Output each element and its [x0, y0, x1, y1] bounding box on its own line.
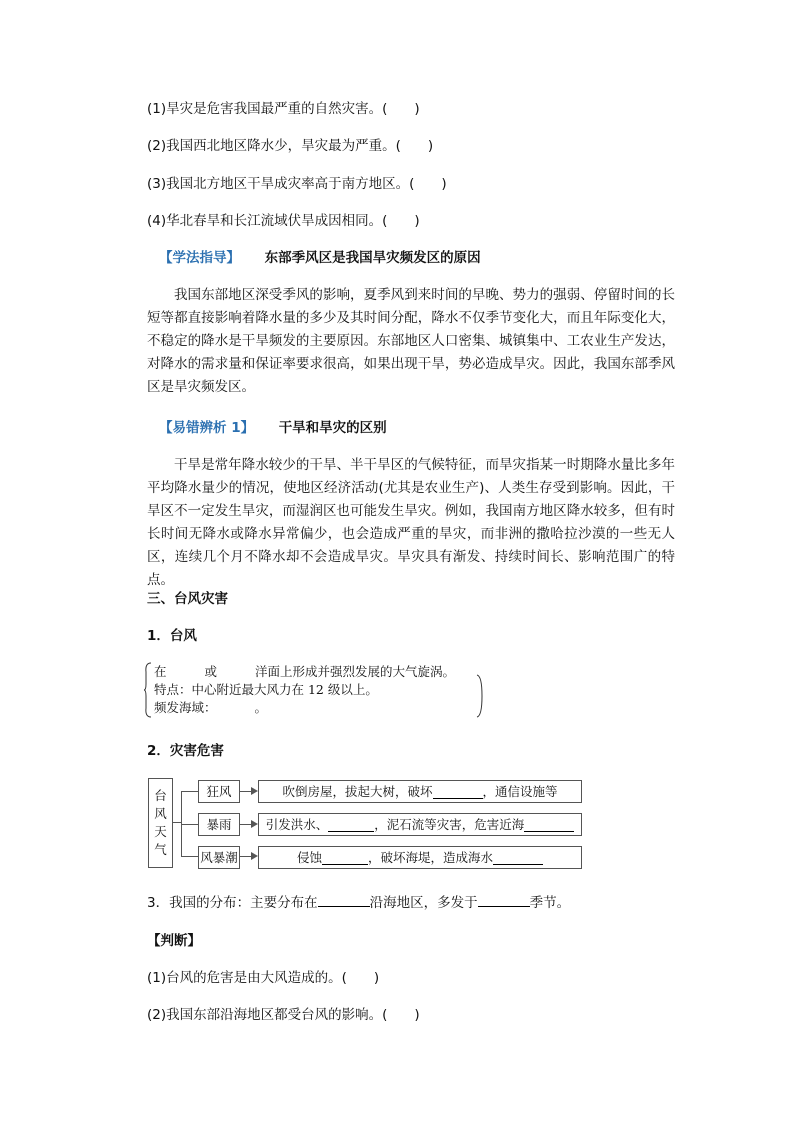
surge-blank-1: [322, 851, 368, 865]
rain-blank-2: [524, 818, 574, 832]
surge-text-a: 侵蚀: [296, 849, 322, 865]
distribution-blank-2: [478, 893, 530, 907]
connector-row1: [181, 791, 198, 792]
arrow-head-3: [251, 852, 258, 860]
error-analysis-tag: 【易错辨析 1】: [159, 420, 255, 436]
study-guide-title: 东部季风区是我国旱灾频发区的原因: [264, 250, 481, 266]
gale-text-b: ，通信设施等: [482, 783, 558, 799]
judge-item-3: (3)我国北方地区干旱成灾率高于南方地区。( ): [147, 176, 447, 192]
rain-text-a: 引发洪水、: [265, 816, 329, 832]
judge2-tag: 【判断】: [147, 933, 201, 949]
typhoon-sea-line: [154, 699, 267, 717]
distribution-text-b: 沿海地区，多发于: [369, 895, 478, 911]
label-box-rainstorm: 暴雨: [198, 813, 240, 836]
study-guide-text: 我国东部地区深受季风的影响，夏季风到来时间的早晚、势力的强弱、停留时间的长短等都直接影响着降水量的多少及其时间分配，降水不仅季节变化大，而且年际变化大，不稳定的降水是干旱频发的主要原因。东部地区人口密集、城镇集中、工农业生产发达，对降水的需求量和保证率要求很高，如果出现干旱，势必造成旱灾。因此，我国东部季风区是旱灾频发区。: [147, 287, 675, 395]
right-bracket: [476, 674, 484, 718]
origin-text-c: 洋面上形成并强烈发展的大气旋涡。: [255, 664, 456, 679]
sub-heading-hazard: 2．灾害危害: [147, 743, 224, 759]
error-analysis-text: 干旱是常年降水较少的干旱、半干旱区的气候特征，而旱灾指某一时期降水量比多年平均降水量少的情况，使地区经济活动(尤其是农业生产)、人类生存受到影响。因此，干旱区不一定发生旱灾，而湿润区也可能发生旱灾。例如，我国南方地区降水较多，但有时长时间无降水或降水异常偏少，也会造成严重的旱灾，而非洲的撒哈拉沙漠的一些无人区，连续几个月不降水却不会造成旱灾。旱灾具有渐发、持续时间长、影响范围广的特点。: [147, 457, 675, 588]
arrow-head-2: [251, 820, 258, 828]
rain-blank-1: [328, 818, 374, 832]
effect-box-storm-surge: [258, 846, 582, 869]
judge-item-4: (4)华北春旱和长江流域伏旱成因相同。( ): [147, 213, 420, 229]
gale-blank: [433, 785, 483, 799]
surge-text-b: ，破坏海堤，造成海水: [368, 849, 494, 865]
left-brace: [143, 662, 153, 718]
section3-heading: 三、台风灾害: [147, 591, 228, 607]
origin-text-a: 在: [154, 664, 167, 679]
distribution-text-c: 季节。: [529, 895, 571, 911]
judge2-item-1: (1)台风的危害是由大风造成的。( ): [147, 970, 380, 986]
gale-text-a: 吹倒房屋，拔起大树，破坏: [282, 783, 433, 799]
root-char-3: 天: [154, 824, 167, 839]
judge-item-1: (1)旱灾是危害我国最严重的自然灾害。( ): [147, 101, 420, 117]
arrow-head-1: [251, 787, 258, 795]
root-char-2: 风: [154, 806, 167, 821]
surge-blank-2: [493, 851, 543, 865]
label-box-gale: 狂风: [198, 780, 240, 803]
origin-text-b: 或: [204, 664, 218, 679]
error-analysis-heading: [159, 418, 387, 438]
judge-item-2: (2)我国西北地区降水少，旱灾最为严重。( ): [147, 138, 434, 154]
sea-text-b: 。: [254, 700, 268, 715]
distribution-line: [147, 893, 570, 913]
typhoon-origin-line: [154, 663, 455, 681]
judge2-item-2: (2)我国东部沿海地区都受台风的影响。( ): [147, 1007, 420, 1023]
sub-heading-typhoon: 1．台风: [147, 628, 197, 644]
error-analysis-title: 干旱和旱灾的区别: [278, 420, 387, 436]
study-guide-heading: [159, 248, 481, 268]
root-char-1: 台: [154, 788, 167, 803]
label-box-storm-surge: 风暴潮: [198, 846, 240, 869]
rain-text-b: ，泥石流等灾害，危害近海: [374, 816, 525, 832]
effect-box-rainstorm: [258, 813, 582, 836]
sea-text-a: 频发海域：: [154, 700, 217, 715]
study-guide-tag: 【学法指导】: [159, 250, 240, 266]
typhoon-feature-line: 特点：中心附近最大风力在 12 级以上。: [154, 682, 378, 697]
root-char-4: 气: [154, 842, 167, 857]
distribution-blank-1: [318, 893, 370, 907]
diagram-root-box: [148, 778, 173, 868]
effect-box-gale: [258, 780, 582, 803]
connector-row2: [181, 824, 198, 825]
distribution-text-a: 3．我国的分布：主要分布在: [147, 895, 318, 911]
connector-row3: [181, 856, 198, 857]
